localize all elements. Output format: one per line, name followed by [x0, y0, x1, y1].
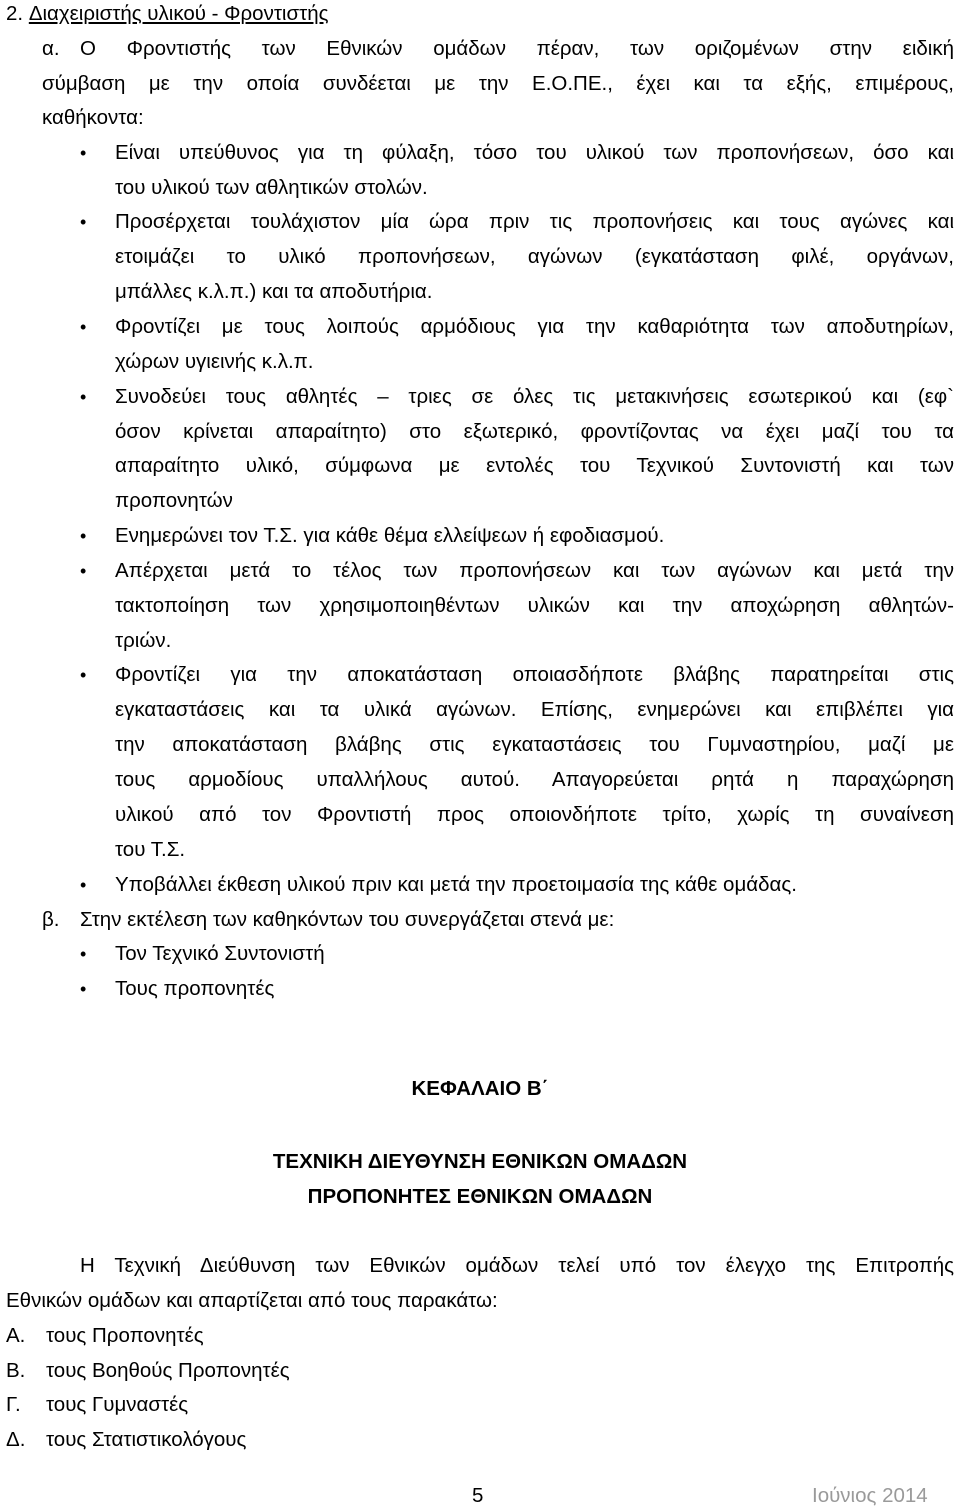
item-marker: Β. — [6, 1359, 26, 1382]
bullet-6-line-2: τακτοποίηση των χρησιμοποιηθέντων υλικών και την αποχώρηση αθλητών- — [115, 594, 954, 617]
bullet-4-line-2: όσον κρίνεται απαραίτητο) στο εξωτερικό, φροντίζοντας να έχει μαζί του τα — [115, 420, 954, 443]
item-text: τους Γυμναστές — [46, 1393, 189, 1416]
intro-line-1: Η Τεχνική Διεύθυνση των Εθνικών ομάδων τελεί υπό τον έλεγχο της Επιτροπής — [80, 1254, 954, 1277]
sub-a-line-3: καθήκοντα: — [42, 106, 144, 129]
chapter-heading-2: ΠΡΟΠΟΝΗΤΕΣ ΕΘΝΙΚΩΝ ΟΜΑΔΩΝ — [307, 1185, 653, 1208]
sub-b-bullet-2: Τους προπονητές — [115, 977, 275, 1000]
bullet-3-line-2: χώρων υγιεινής κ.λ.π. — [115, 350, 314, 373]
bullet-1-line-1: Είναι υπεύθυνος για τη φύλαξη, τόσο του υλικού των προπονήσεων, όσο και — [115, 141, 954, 164]
sub-b-marker: β. — [42, 908, 60, 931]
sub-a-line-2: σύμβαση με την οποία συνδέεται με την Ε.Ο.ΠΕ., έχει και τα εξής, επιμέρους, — [42, 72, 954, 95]
bullet-7-line-5: υλικού από τον Φροντιστή προς οποιονδήποτε τρίτο, χωρίς τη συναίνεση — [115, 803, 954, 826]
bullet-icon: • — [80, 143, 87, 163]
bullet-icon: • — [80, 979, 87, 999]
bullet-7-line-3: την αποκατάσταση βλάβης στις εγκαταστάσεις του Γυμναστηρίου, μαζί με — [115, 733, 954, 756]
section-heading — [6, 2, 329, 26]
bullet-icon: • — [80, 665, 87, 685]
bullet-4-line-1: Συνοδεύει τους αθλητές – τριες σε όλες τις μετακινήσεις εσωτερικού και (εφ` — [115, 385, 954, 408]
bullet-7-line-1: Φροντίζει για την αποκατάσταση οποιασδήποτε βλάβης παρατηρείται στις — [115, 663, 954, 686]
item-marker: Δ. — [6, 1428, 26, 1451]
sub-b-text: Στην εκτέλεση των καθηκόντων του συνεργάζεται στενά με: — [80, 908, 615, 931]
bullet-2-line-3: μπάλλες κ.λ.π.) και τα αποδυτήρια. — [115, 280, 433, 303]
item-marker: Γ. — [6, 1393, 21, 1416]
item-marker: Α. — [6, 1324, 26, 1347]
section-title: Διαχειριστής υλικού - Φροντιστής — [28, 2, 329, 25]
sub-b-bullet-1: Τον Τεχνικό Συντονιστή — [115, 942, 325, 965]
page-number: 5 — [472, 1484, 484, 1507]
bullet-8-line-1: Υποβάλλει έκθεση υλικού πριν και μετά την προετοιμασία της κάθε ομάδας. — [115, 873, 797, 896]
bullet-6-line-3: τριών. — [115, 629, 172, 652]
bullet-2-line-1: Προσέρχεται τουλάχιστον μία ώρα πριν τις προπονήσεις και τους αγώνες και — [115, 210, 954, 233]
bullet-4-line-4: προπονητών — [115, 489, 233, 512]
bullet-icon: • — [80, 317, 87, 337]
bullet-6-line-1: Απέρχεται μετά το τέλος των προπονήσεων και των αγώνων και μετά την — [115, 559, 954, 582]
bullet-7-line-4: τους αρμοδίους υπαλλήλους αυτού. Απαγορεύεται ρητά η παραχώρηση — [115, 768, 954, 791]
bullet-4-line-3: απαραίτητο υλικό, σύμφωνα με εντολές του Τεχνικού Συντονιστή και των — [115, 454, 954, 477]
bullet-icon: • — [80, 387, 87, 407]
bullet-icon: • — [80, 526, 87, 546]
bullet-5-line-1: Ενημερώνει τον Τ.Σ. για κάθε θέμα ελλείψεων ή εφοδιασμού. — [115, 524, 665, 547]
chapter-heading-1: ΤΕΧΝΙΚΗ ΔΙΕΥΘΥΝΣΗ ΕΘΝΙΚΩΝ ΟΜΑΔΩΝ — [272, 1150, 688, 1173]
bullet-icon: • — [80, 212, 87, 232]
section-number: 2. — [6, 2, 24, 25]
bullet-7-line-2: εγκαταστάσεις και τα υλικά αγώνων. Επίσης, ενημερώνει και επιβλέπει για — [115, 698, 954, 721]
bullet-2-line-2: ετοιμάζει το υλικό προπονήσεων, αγώνων (εγκατάσταση φιλέ, οργάνων, — [115, 245, 954, 268]
sub-a-marker: α. — [42, 37, 60, 60]
item-text: τους Βοηθούς Προπονητές — [46, 1359, 290, 1382]
sub-a-line-1: Ο Φροντιστής των Εθνικών ομάδων πέραν, των οριζομένων στην ειδική — [80, 37, 954, 60]
bullet-3-line-1: Φροντίζει με τους λοιπούς αρμόδιους για την καθαριότητα των αποδυτηρίων, — [115, 315, 954, 338]
footer-date: Ιούνιος 2014 — [812, 1484, 928, 1507]
item-text: τους Προπονητές — [46, 1324, 204, 1347]
bullet-1-line-2: του υλικού των αθλητικών στολών. — [115, 176, 428, 199]
item-text: τους Στατιστικολόγους — [46, 1428, 247, 1451]
bullet-7-line-6: του Τ.Σ. — [115, 838, 186, 861]
chapter-title: ΚΕΦΑΛΑΙΟ Β΄ — [411, 1077, 549, 1100]
bullet-icon: • — [80, 561, 87, 581]
intro-line-2: Εθνικών ομάδων και απαρτίζεται από τους παρακάτω: — [6, 1289, 498, 1312]
bullet-icon: • — [80, 944, 87, 964]
bullet-icon: • — [80, 875, 87, 895]
